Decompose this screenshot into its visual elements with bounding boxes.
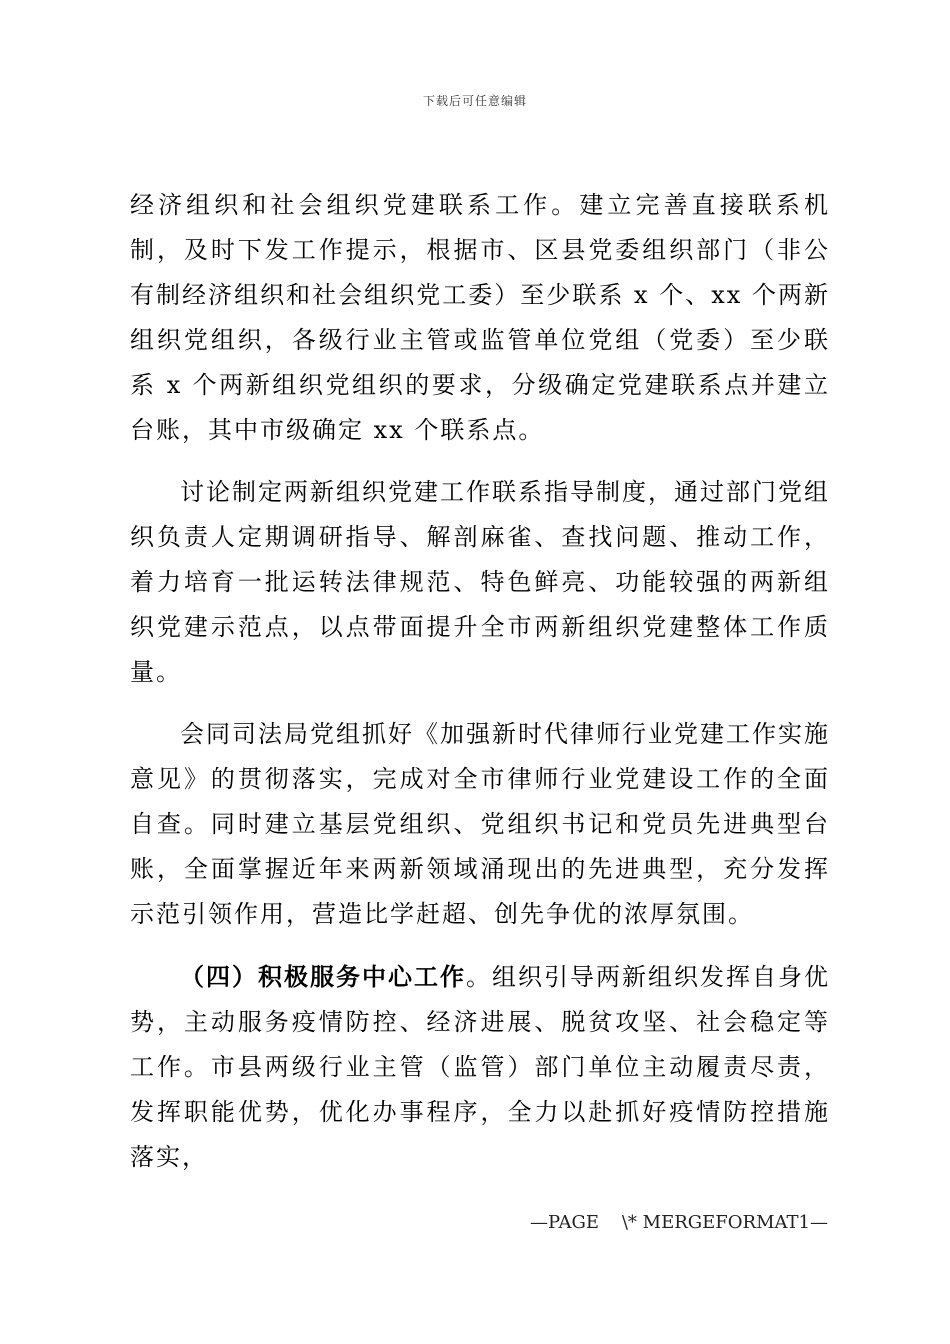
paragraph-4	[130, 954, 830, 1180]
paragraph-1: 经济组织和社会组织党建联系工作。建立完善直接联系机制，及时下发工作提示，根据市、区县党委组织部门（非公有制经济组织和社会组织党工委）至少联系 x 个、xx 个两新组织党组织，各级行业主管或监管单位党组（党委）至少联系 x 个两新组织党组织的要求，分级确定党建联系点并建立台账，其中市级确定 xx 个联系点。	[130, 191, 830, 444]
page-header: 下载后可任意编辑	[422, 94, 527, 108]
paragraph-2: 讨论制定两新组织党建工作联系指导制度，通过部门党组织负责人定期调研指导、解剖麻雀、查找问题、推动工作，着力培育一批运转法律规范、特色鲜亮、功能较强的两新组织党建示范点，以点带面提升全市两新组织党建整体工作质量。	[130, 478, 830, 686]
page-footer: —PAGE \* MERGEFORMAT1—	[530, 1212, 828, 1233]
document-body	[130, 183, 830, 1197]
paragraph-4-text: 。组织引导两新组织发挥自身优势，主动服务疫情防控、经济进展、脱贫攻坚、社会稳定等工作。市县两级行业主管（监管）部门单位主动履责尽责，发挥职能优势，优化办事程序，全力以赴抓好疫情防控措施落实，	[130, 963, 830, 1171]
paragraph-3: 会同司法局党组抓好《加强新时代律师行业党建工作实施意见》的贯彻落实，完成对全市律师行业党建设工作的全面自查。同时建立基层党组织、党组织书记和党员先进典型台账，全面掌握近年来两新领域涌现出的先进典型，充分发挥示范引领作用，营造比学赶超、创先争优的浓厚氛围。	[130, 720, 830, 928]
section-heading: （四）积极服务中心工作	[180, 962, 466, 991]
